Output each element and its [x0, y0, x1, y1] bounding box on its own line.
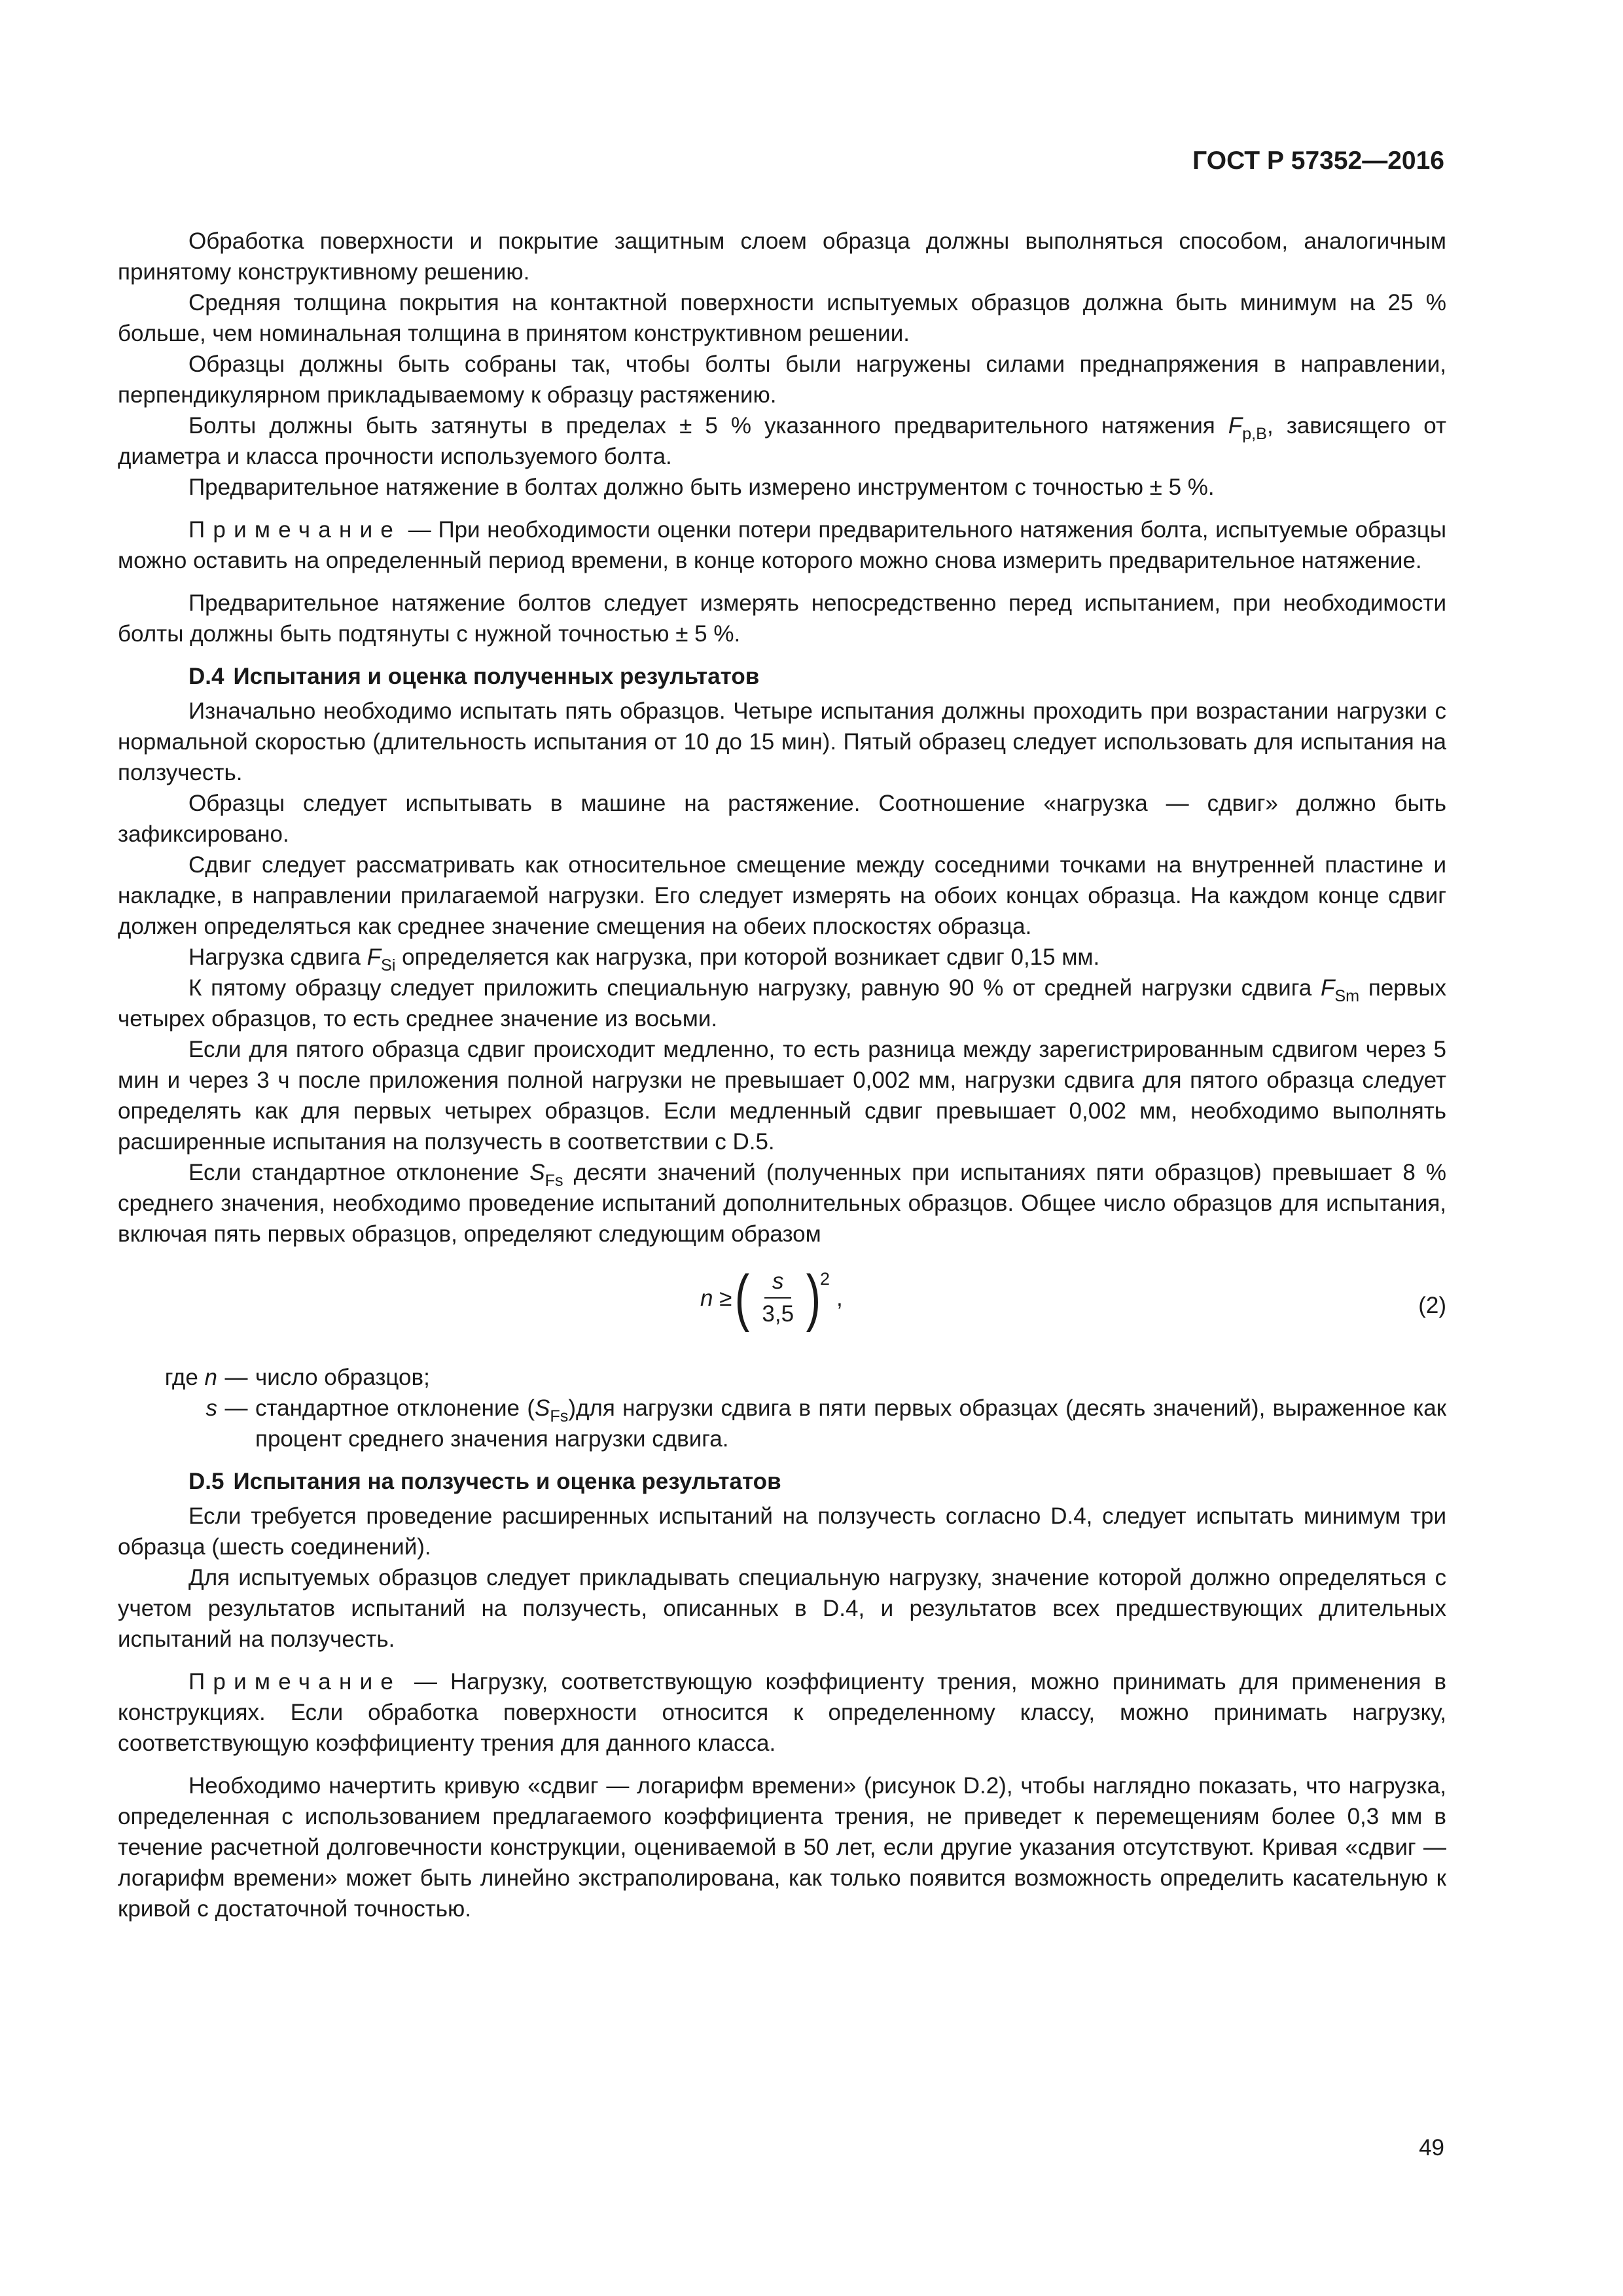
- definition-text: стандартное отклонение $(S_{Fs})для$ нагрузки сдвига в пяти первых образцах (десять значений), выраженное как процент среднего значения нагрузки сдвига.: [255, 1395, 1447, 1452]
- fraction-numerator: s: [764, 1268, 792, 1299]
- formula-lhs: n ≥: [700, 1285, 732, 1311]
- variable-f: F: [1228, 413, 1243, 439]
- paragraph-bolt-tightening: Болты должны быть затянуты в пределах ± 5 % указанного предварительного натяжения $F_{p,B}$, зависящего от диаметра и класса прочности используемого болта.: [118, 413, 1446, 469]
- paragraph-pretension-measurement: Предварительное натяжение в болтах должно быть измерено инструментом с точностью ± 5 %.: [188, 475, 1215, 500]
- variable-f: F: [366, 944, 382, 970]
- paragraph-slip-log-time-curve: Необходимо начертить кривую «сдвиг — логарифм времени» (рисунок D.2), чтобы наглядно показать, что нагрузка, определенная с использованием предлагаемого коэффициента трения, не приведет к перемещениям более 0,3 мм в течение расчетной долговечности конструкции, оцениваемой в 50 лет, если другие указания отсутствуют. Кривая «сдвиг — логарифм времени» может быть линейно экстраполирована, как только появится возможность определить касательную к кривой с достаточной точностью.: [118, 1773, 1446, 1922]
- paragraph-fifth-specimen: К пятому образцу следует приложить специальную нагрузку, равную 90 % от средней нагрузки сдвига $F_{Sm}$ первых четырех образцов, то есть среднее значение из восьми.: [118, 975, 1447, 1031]
- definitions-list: [118, 1362, 1446, 1454]
- subscript: Si: [381, 956, 396, 975]
- paragraph-slip-definition: Сдвиг следует рассматривать как относительное смещение между соседними точками на внутренней пластине и накладке, в направлении прилагаемой нагрузки. Его следует измерять на обоих концах образца. На каждом конце сдвиг должен определяться как среднее значение смещения на обеих плоскостях образца.: [118, 852, 1446, 939]
- page-number: 49: [1419, 2135, 1444, 2161]
- paragraph-coating-thickness: Средняя толщина покрытия на контактной поверхности испытуемых образцов должна быть минимум на 25 % больше, чем номинальная толщина в принятом конструктивном решении.: [118, 290, 1446, 346]
- exponent: 2: [820, 1269, 830, 1289]
- variable-f: F: [1320, 975, 1335, 1001]
- symbol-s: s: [205, 1395, 217, 1421]
- paragraph-assembly: Образцы должны быть собраны так, чтобы болты были нагружены силами преднапряжения в направлении, перпендикулярном прикладываемому к образцу растяжению.: [118, 351, 1446, 408]
- definition-dash: —: [224, 1365, 248, 1390]
- paragraph-special-load: Для испытуемых образцов следует прикладывать специальную нагрузку, значение которой должно определяться с учетом результатов испытаний на ползучесть, описанных в D.4, и результатов всех предшествующих длительных испытаний на ползучесть.: [118, 1565, 1446, 1652]
- subscript: p,B: [1242, 424, 1267, 443]
- formula-expression: [700, 1263, 843, 1333]
- document-standard-id: ГОСТ Р 57352—2016: [1192, 147, 1444, 175]
- variable-s: S: [535, 1395, 550, 1421]
- note-label: Примечание: [188, 1669, 402, 1695]
- formula-trailing-comma: ,: [836, 1285, 843, 1311]
- left-paren: (: [735, 1263, 750, 1333]
- note-label: Примечание: [188, 517, 402, 543]
- formula-2: [118, 1259, 1446, 1357]
- paragraph-tensile-machine: Образцы следует испытывать в машине на растяжение. Соотношение «нагрузка — сдвиг» должно быть зафиксировано.: [118, 791, 1446, 847]
- subscript: Sm: [1334, 986, 1360, 1005]
- subscript: Fs: [544, 1171, 563, 1190]
- paragraph-slow-slip: Если для пятого образца сдвиг происходит медленно, то есть разница между зарегистрированным сдвигом через 5 мин и через 3 ч после приложения полной нагрузки не превышает 0,002 мм, нагрузки сдвига для пятого образца следует определять как для первых четырех образцов. Если медленный сдвиг превышает 0,002 мм, необходимо выполнять расширенные испытания на ползучесть в соответствии с D.5.: [118, 1037, 1446, 1155]
- page-content: [118, 226, 1446, 1924]
- definition-n: [118, 1362, 1446, 1393]
- section-title: Испытания и оценка полученных результатов: [233, 664, 760, 689]
- variable-s: S: [529, 1160, 545, 1185]
- fraction: [754, 1268, 802, 1327]
- equation-number: (2): [1418, 1293, 1446, 1318]
- note-pretension-loss: Примечание — При необходимости оценки потери предварительного натяжения болта, испытуемые образцы можно оставить на определенный период времени, в конце которого можно снова измерить предварительное натяжение.: [118, 517, 1446, 573]
- section-number: D.5: [188, 1469, 224, 1494]
- section-title: Испытания на ползучесть и оценка результатов: [233, 1469, 781, 1494]
- paragraph-measure-before-test: Предварительное натяжение болтов следует измерять непосредственно перед испытанием, при необходимости болты должны быть подтянуты с нужной точностью ± 5 %.: [118, 590, 1446, 647]
- fraction-denominator: 3,5: [762, 1301, 794, 1327]
- subscript: Fs: [550, 1407, 569, 1426]
- paragraph-five-specimens: Изначально необходимо испытать пять образцов. Четыре испытания должны проходить при возрастании нагрузки с нормальной скоростью (длительность испытания от 10 до 15 мин). Пятый образец следует использовать для испытания на ползучесть.: [118, 698, 1446, 785]
- where-word: где: [164, 1365, 198, 1390]
- section-number: D.4: [188, 664, 224, 689]
- symbol-n: n: [204, 1365, 217, 1390]
- paragraph-slip-load: Нагрузка сдвига $F_{Si}$ определяется как нагрузка, при которой возникает сдвиг 0,15 мм.: [188, 944, 1100, 975]
- paragraph-extended-creep: Если требуется проведение расширенных испытаний на ползучесть согласно D.4, следует испытать минимум три образца (шесть соединений).: [118, 1503, 1446, 1560]
- definition-text: число образцов;: [255, 1365, 430, 1390]
- definition-dash: —: [224, 1395, 248, 1421]
- section-heading-d5: [118, 1466, 1446, 1497]
- note-friction-coefficient: Примечание — Нагрузку, соответствующую коэффициенту трения, можно принимать для применения в конструкциях. Если обработка поверхности относится к определенному классу, можно принимать нагрузку, соответствующую коэффициенту трения для данного класса.: [118, 1669, 1446, 1756]
- paragraph-standard-deviation: Если стандартное отклонение $S_{Fs}$ десяти значений (полученных при испытаниях пяти образцов) превышает 8 % среднего значения, необходимо проведение испытаний дополнительных образцов. Общее число образцов для испытания, включая пять первых образцов, определяют следующим образом: [118, 1160, 1446, 1247]
- paragraph-surface-treatment: Обработка поверхности и покрытие защитным слоем образца должны выполняться способом, аналогичным принятому конструктивному решению.: [118, 228, 1446, 285]
- definition-s: [118, 1393, 1446, 1454]
- right-paren: ): [806, 1263, 821, 1333]
- section-heading-d4: [118, 661, 1446, 692]
